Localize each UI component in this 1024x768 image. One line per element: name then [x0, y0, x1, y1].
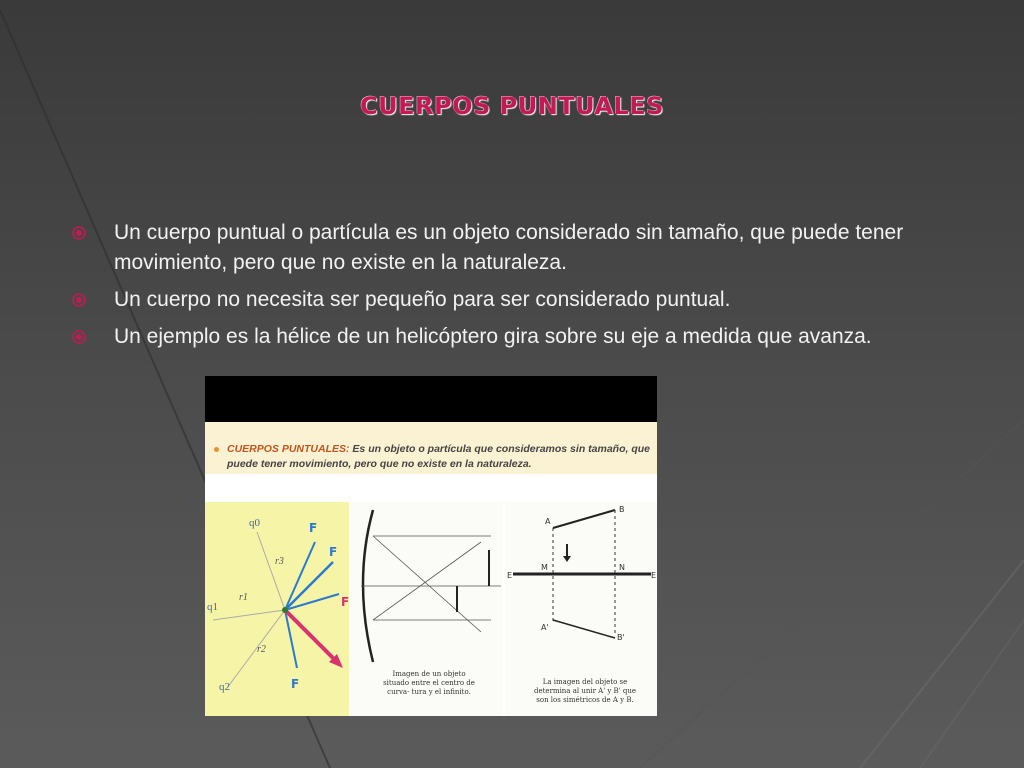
svg-text:F: F — [291, 677, 300, 691]
svg-text:F: F — [329, 545, 338, 559]
figure-black-band — [205, 376, 657, 422]
bullet-text: Un ejemplo es la hélice de un helicóptero gira sobre su eje a medida que avanza. — [114, 325, 872, 348]
bullet-list — [72, 218, 952, 359]
bullet-item — [72, 218, 952, 278]
bullet-item — [72, 322, 952, 352]
bullet-text: Un cuerpo puntual o partícula es un objeto considerado sin tamaño, que puede tener movimiento, pero que no existe en la naturaleza. — [114, 221, 904, 274]
svg-text:q0: q0 — [249, 517, 260, 529]
svg-text:A': A' — [541, 623, 549, 632]
banner-bullet-icon — [214, 447, 219, 452]
slide-title: CUERPOS PUNTUALES — [360, 92, 664, 120]
banner-text — [227, 442, 655, 472]
svg-text:N: N — [619, 563, 625, 572]
svg-text:r3: r3 — [275, 556, 284, 567]
svg-text:E: E — [507, 571, 513, 580]
svg-text:A: A — [545, 517, 551, 526]
bullet-icon — [72, 226, 86, 240]
svg-text:q1: q1 — [207, 601, 218, 613]
banner-body: Es un objeto o partícula que consideramos sin tamaño, que puede tener movimiento, pero que no existe en la naturaleza. — [227, 443, 650, 470]
svg-text:r2: r2 — [257, 644, 266, 655]
bullet-item — [72, 285, 952, 315]
bullet-icon — [72, 293, 86, 307]
forces-diagram — [205, 502, 349, 716]
embedded-figure — [205, 376, 657, 716]
symmetry-panel — [505, 502, 657, 716]
svg-text:F: F — [309, 521, 318, 535]
bullet-text: Un cuerpo no necesita ser pequeño para ser considerado puntual. — [114, 288, 731, 311]
svg-text:B': B' — [617, 633, 625, 642]
forces-panel — [205, 502, 349, 716]
mirror-caption: Imagen de un objeto situado entre el centro de curva- tura y el infinito. — [383, 670, 475, 696]
symmetry-caption: La imagen del objeto se determina al unir A' y B' que son los simétricos de A y B. — [534, 678, 636, 704]
mirror-panel — [351, 502, 503, 716]
svg-text:r1: r1 — [239, 592, 248, 603]
svg-text:E: E — [651, 571, 657, 580]
banner-highlight: CUERPOS PUNTUALES: — [227, 443, 350, 455]
bullet-icon — [72, 330, 86, 344]
svg-text:M: M — [541, 563, 548, 572]
svg-text:q2: q2 — [219, 681, 230, 693]
svg-text:B: B — [619, 505, 625, 514]
svg-text:F: F — [341, 595, 349, 609]
